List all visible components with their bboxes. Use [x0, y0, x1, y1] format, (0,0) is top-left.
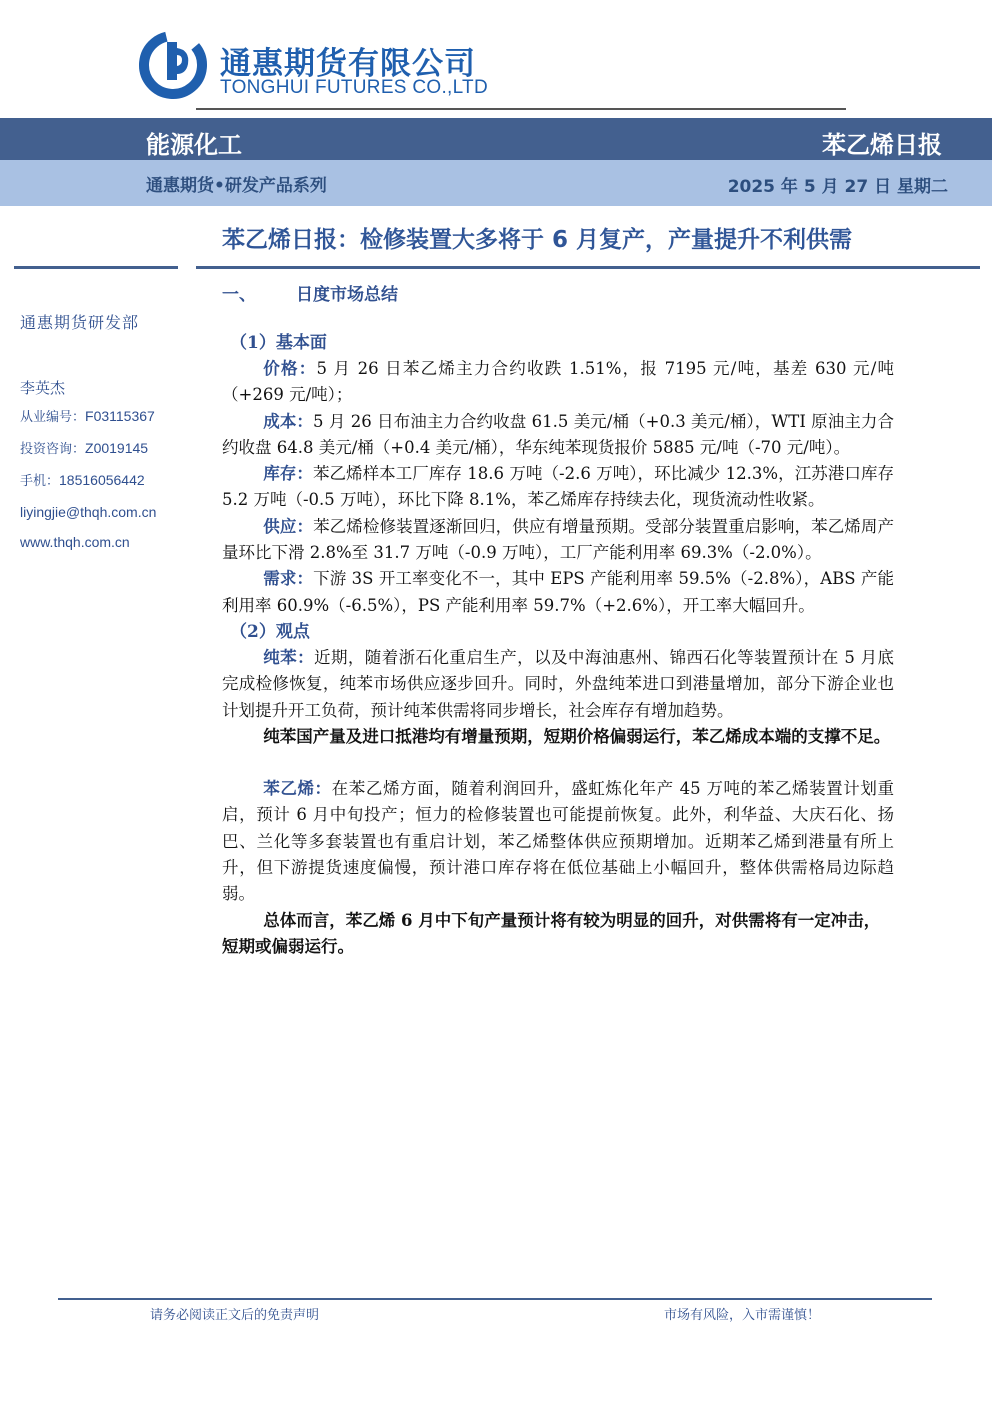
license-number [20, 407, 190, 427]
inventory-text: 苯乙烯样本工厂库存 18.6 万吨（-2.6 万吨），环比减少 12.3%，江苏港口库存 5.2 万吨（-0.5 万吨），环比下降 8.1%，苯乙烯库存持续去化，现货流动性收紧。 [222, 464, 895, 510]
footer-divider [58, 1298, 932, 1300]
subheading-views: （2）观点 [230, 621, 310, 642]
title-divider [196, 266, 980, 269]
paragraph-styrene [222, 776, 894, 907]
report-date: 2025 年 5 月 27 日 星期二 [727, 177, 948, 197]
section-number: 一、 [222, 285, 256, 305]
report-series: 通惠期货•研发产品系列 [146, 176, 327, 196]
price-text: 5 月 26 日苯乙烯主力合约收跌 1.51%，报 7195 元/吨，基差 630 元/吨（+269 元/吨）； [222, 359, 895, 405]
advisory-label: 投资咨询： [20, 442, 86, 457]
report-category: 能源化工 [146, 131, 242, 159]
paragraph-benzene [222, 645, 894, 724]
paragraph-price [222, 356, 894, 409]
phone-number [20, 471, 190, 491]
supply-text: 苯乙烯检修装置逐渐回归，供应有增量预期。受部分装置重启影响，苯乙烯周产量环比下滑 2.8%至 31.7 万吨（-0.9 万吨），工厂产能利用率 69.3%（-2.0%）。 [222, 516, 895, 563]
paragraph-cost [222, 409, 894, 462]
report-title: 苯乙烯日报：检修装置大多将于 6 月复产，产量提升不利供需 [222, 227, 853, 253]
tonghui-logo-icon [138, 30, 208, 100]
benzene-conclusion: 纯苯国产量及进口抵港均有增量预期，短期价格偏弱运行，苯乙烯成本端的支撑不足。 [263, 726, 891, 746]
section-heading [222, 280, 894, 306]
inventory-label: 库存： [263, 464, 313, 484]
report-body [222, 280, 894, 960]
company-name-cn: 通惠期货有限公司 [220, 46, 476, 82]
phone-label: 手机： [20, 474, 60, 489]
overall-conclusion: 总体而言，苯乙烯 6 月中下旬产量预计将有较为明显的回升，对供需将有一定冲击，短期或偏弱运行。 [222, 910, 881, 956]
supply-label: 供应： [263, 516, 314, 536]
sidebar-divider [14, 266, 178, 269]
benzene-label: 纯苯： [263, 647, 315, 667]
cost-text: 5 月 26 日布油主力合约收盘 61.5 美元/桶（+0.3 美元/桶），WTI 原油主力合约收盘 64.8 美元/桶（+0.4 美元/桶），华东纯苯现货报价 5885 元/吨（-70 元/吨）。 [222, 411, 894, 457]
advisory-number [20, 439, 190, 459]
demand-text: 下游 3S 开工率变化不一，其中 EPS 产能利用率 59.5%（-2.8%），ABS 产能利用率 60.9%（-6.5%），PS 产能利用率 59.7%（+2.6%），开工率大幅回升。 [222, 569, 895, 615]
paragraph-demand [222, 566, 894, 619]
header-divider [196, 108, 846, 110]
website-link[interactable]: www.thqh.com.cn [20, 534, 130, 550]
cost-label: 成本： [263, 411, 313, 431]
styrene-label: 苯乙烯： [263, 779, 332, 799]
paragraph-inventory [222, 461, 894, 514]
paragraph-supply [222, 514, 894, 567]
advisory-value: Z0019145 [85, 440, 149, 456]
phone-value: 18516056442 [59, 472, 145, 488]
license-label: 从业编号： [20, 410, 86, 425]
subheading-fundamentals: （1）基本面 [230, 333, 327, 353]
risk-warning: 市场有风险，入市需谨慎！ [663, 1308, 820, 1323]
section-title: 日度市场总结 [296, 285, 398, 305]
department-name: 通惠期货研发部 [20, 313, 140, 332]
report-type: 苯乙烯日报 [822, 131, 942, 159]
analyst-name: 李英杰 [20, 379, 66, 397]
styrene-text: 在苯乙烯方面，随着利润回升，盛虹炼化年产 45 万吨的苯乙烯装置计划重启，预计 6 月中旬投产；恒力的检修装置也可能提前恢复。此外，利华益、大庆石化、扬巴、兰化等多套装置也有重启计划，苯乙烯整体供应预期增加。近期苯乙烯到港量有所上升，但下游提货速度偏慢，预计港口库存将在低位基础上小幅回升，整体供需格局边际趋弱。 [222, 779, 894, 904]
analyst-sidebar [20, 310, 190, 563]
price-label: 价格： [263, 359, 317, 378]
company-name-en: TONGHUI FUTURES CO.,LTD [220, 77, 488, 98]
demand-label: 需求： [263, 569, 314, 589]
benzene-text: 近期，随着浙石化重启生产，以及中海油惠州、锦西石化等装置预计在 5 月底完成检修恢复，纯苯市场供应逐步回升。同时，外盘纯苯进口到港量增加，部分下游企业也计划提升开工负荷，预计纯苯供需将同步增长，社会库存有增加趋势。 [222, 647, 894, 720]
disclaimer-note: 请务必阅读正文后的免责声明 [150, 1308, 320, 1323]
email-link[interactable]: liyingjie@thqh.com.cn [20, 504, 157, 520]
license-value: F03115367 [85, 408, 155, 424]
